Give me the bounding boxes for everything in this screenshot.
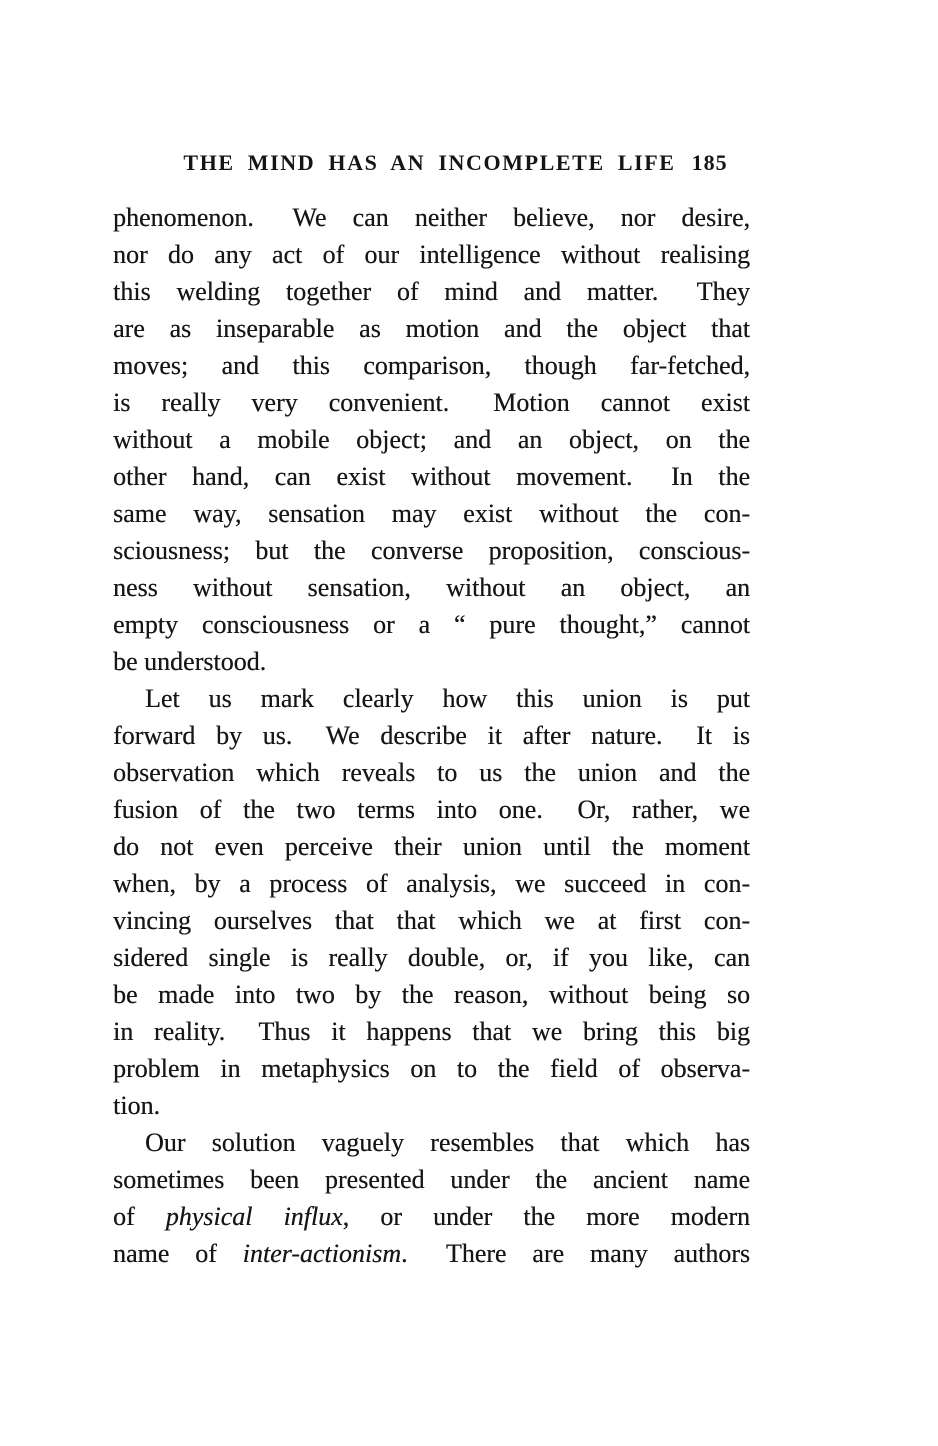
text-segment: other hand, can exist without movement. In the	[113, 462, 750, 491]
text-segment: sidered single is really double, or, if you like, can	[113, 943, 750, 972]
text-line	[113, 421, 750, 458]
text-segment: be made into two by the reason, without being so	[113, 980, 750, 1009]
page-body	[113, 199, 750, 1272]
text-line	[113, 199, 750, 236]
text-segment: forward by us. We describe it after nature. It is	[113, 721, 750, 750]
text-line	[113, 828, 750, 865]
text-line	[113, 1013, 750, 1050]
text-segment: when, by a process of analysis, we succeed in con-	[113, 869, 750, 898]
running-header	[137, 150, 774, 176]
text-line	[113, 236, 750, 273]
text-line	[113, 902, 750, 939]
text-line	[113, 273, 750, 310]
text-line	[113, 1161, 750, 1198]
text-segment: is really very convenient. Motion cannot exist	[113, 388, 750, 417]
text-line	[113, 717, 750, 754]
text-segment: of	[113, 1202, 166, 1231]
text-line	[113, 976, 750, 1013]
text-segment: be understood.	[113, 647, 267, 676]
paragraph	[113, 680, 750, 1124]
text-segment: Let us mark clearly how this union is put	[145, 684, 750, 713]
text-segment: vincing ourselves that that which we at first con-	[113, 906, 750, 935]
text-line	[113, 532, 750, 569]
text-segment: fusion of the two terms into one. Or, rather, we	[113, 795, 750, 824]
paragraph	[113, 1124, 750, 1272]
text-segment: are as inseparable as motion and the object that	[113, 314, 750, 343]
text-line	[113, 1198, 750, 1235]
text-segment: ness without sensation, without an object, an	[113, 573, 750, 602]
text-line	[113, 569, 750, 606]
text-line	[113, 754, 750, 791]
text-segment: empty consciousness or a “ pure thought,” cannot	[113, 610, 750, 639]
text-segment: do not even perceive their union until the moment	[113, 832, 750, 861]
text-segment: without a mobile object; and an object, on the	[113, 425, 750, 454]
paragraph	[113, 199, 750, 680]
header-title: THE MIND HAS AN INCOMPLETE LIFE	[183, 150, 676, 175]
text-segment: problem in metaphysics on to the field of observa-	[113, 1054, 750, 1083]
italic-term: physical influx	[165, 1202, 343, 1231]
text-line	[113, 384, 750, 421]
text-line	[113, 1050, 750, 1087]
text-line	[113, 791, 750, 828]
text-segment: nor do any act of our intelligence without realising	[113, 240, 750, 269]
text-line	[113, 458, 750, 495]
text-segment: phenomenon. We can neither believe, nor desire,	[113, 203, 750, 232]
text-segment: sometimes been presented under the ancient name	[113, 1165, 750, 1194]
italic-term: inter-actionism	[242, 1239, 401, 1268]
text-line	[113, 495, 750, 532]
text-line	[113, 1087, 750, 1124]
text-line	[113, 939, 750, 976]
text-line	[113, 347, 750, 384]
text-line	[113, 643, 750, 680]
text-segment: sciousness; but the converse proposition, conscious-	[113, 536, 750, 565]
text-line	[113, 1235, 750, 1272]
text-segment: moves; and this comparison, though far-fetched,	[113, 351, 750, 380]
text-segment: same way, sensation may exist without the con-	[113, 499, 750, 528]
text-segment: , or under the more modern	[342, 1202, 750, 1231]
text-line	[113, 865, 750, 902]
text-segment: tion.	[113, 1091, 160, 1120]
text-segment: this welding together of mind and matter. They	[113, 277, 750, 306]
page-number: 185	[691, 150, 728, 175]
text-line	[113, 1124, 750, 1161]
text-segment: name of	[113, 1239, 243, 1268]
text-segment: Our solution vaguely resembles that which has	[145, 1128, 750, 1157]
text-segment: in reality. Thus it happens that we bring this big	[113, 1017, 750, 1046]
text-segment: observation which reveals to us the union and the	[113, 758, 750, 787]
text-line	[113, 606, 750, 643]
text-line	[113, 680, 750, 717]
text-line	[113, 310, 750, 347]
text-segment: . There are many authors	[400, 1239, 750, 1268]
